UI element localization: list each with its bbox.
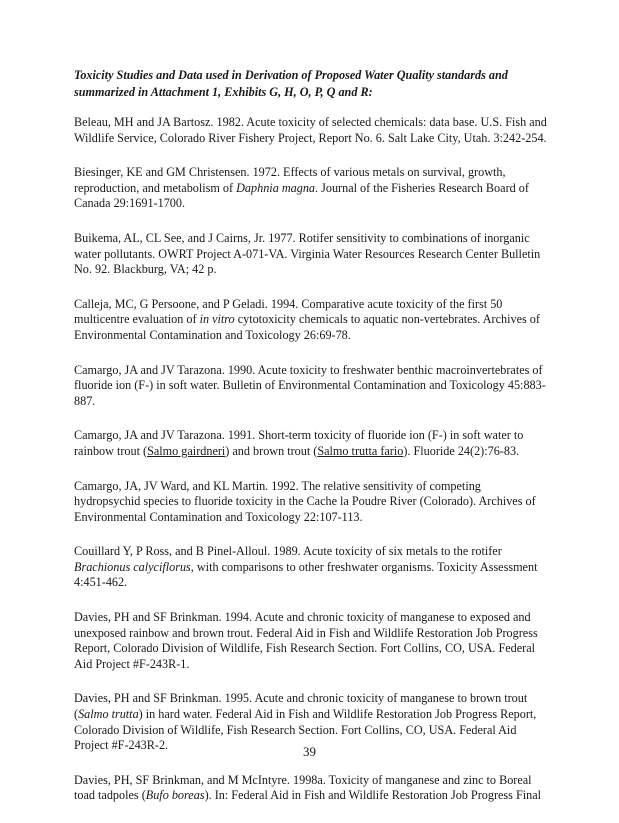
reference-text: cytotoxicity chemicals to aquatic non-vertebrates. Archives of Environmental Contamination and Toxicology 26:69-78. (74, 312, 540, 342)
reference-entry (74, 165, 550, 212)
reference-text: ). In: Federal Aid in Fish and Wildlife Restoration Job Progress Final (204, 788, 542, 803)
reference-list (74, 115, 550, 823)
reference-text: Camargo, JA and JV Tarazona. 1990. Acute toxicity to freshwater benthic macroinvertebrates of fluoride ion (F-) in soft water. Bulletin of Environmental Contamination and Toxicology 45:883-887. (74, 362, 546, 408)
species-name: Bufo boreas (145, 788, 205, 803)
reference-entry (74, 115, 550, 146)
species-name: Brachionus calyciflorus (74, 559, 191, 574)
reference-text: Beleau, MH and JA Bartosz. 1982. Acute toxicity of selected chemicals: data base. U.S. Fish and Wildlife Service, Colorado River Fishery Project, Report No. 6. Salt Lake City, Utah. 3:242-254. (74, 115, 547, 145)
reference-entry (74, 610, 550, 672)
reference-text: ) in hard water. Federal Aid in Fish and Wildlife Restoration Job Progress Report, Colorado Division of Wildlife, Fish Research Section. Fort Collins, CO, USA. Federal Aid Project #F-243R-2. (74, 707, 537, 753)
reference-text: Davies, PH and SF Brinkman. 1995. Acute and chronic toxicity of manganese to brown trout ( (74, 691, 528, 722)
section-heading: Toxicity Studies and Data used in Derivation of Proposed Water Quality standards and summarized in Attachment 1, Exhibits G, H, O, P, Q and R: (74, 68, 508, 99)
reference-entry (74, 773, 550, 804)
species-name: in vitro (199, 312, 235, 327)
reference-text: Couillard Y, P Ross, and B Pinel-Alloul. 1989. Acute toxicity of six metals to the rotifer (74, 544, 502, 559)
reference-text: Buikema, AL, CL See, and J Cairns, Jr. 1977. Rotifer sensitivity to combinations of inorganic water pollutants. OWRT Project A-071-VA. Virginia Water Resources Research Center Bulletin No. 92. Blackburg, VA; 42 p. (74, 230, 541, 277)
species-name: Salmo gairdneri (147, 443, 226, 458)
reference-entry (74, 297, 550, 344)
species-name: Salmo trutta (78, 707, 139, 722)
reference-entry (74, 544, 550, 591)
reference-entry (74, 231, 550, 278)
species-name: Salmo trutta fario (317, 443, 404, 458)
reference-text: Davies, PH, SF Brinkman, and M McIntyre. 1998a. Toxicity of manganese and zinc to Boreal toad tadpoles ( (74, 772, 532, 803)
reference-entry (74, 479, 550, 526)
reference-entry (74, 363, 550, 410)
reference-text: Biesinger, KE and GM Christensen. 1972. Effects of various metals on survival, growth, reproduction, and metabolism of (74, 165, 506, 195)
reference-text: ). Fluoride 24(2):76-83. (403, 443, 520, 458)
reference-entry (74, 428, 550, 459)
reference-text: Camargo, JA and JV Tarazona. 1991. Short-term toxicity of fluoride ion (F-) in soft water to rainbow trout ( (74, 428, 524, 458)
reference-text: Davies, PH and SF Brinkman. 1994. Acute and chronic toxicity of manganese to exposed and unexposed rainbow and brown trout. Federal Aid in Fish and Wildlife Restoration Job Progress Report, Colorado Division of Wildlife, Fish Research Section. Fort Collins, CO, USA. Federal Aid Project #F-243R-1. (74, 610, 538, 671)
reference-text: , with comparisons to other freshwater organisms. Toxicity Assessment 4:451-462. (74, 559, 538, 590)
reference-text: ) and brown trout ( (225, 443, 318, 458)
species-name: Daphnia magna (236, 180, 316, 195)
reference-text: Calleja, MC, G Persoone, and P Geladi. 1994. Comparative acute toxicity of the first 50 multicentre evaluation of (74, 296, 503, 327)
reference-text: . Journal of the Fisheries Research Board of Canada 29:1691-1700. (74, 180, 529, 211)
reference-text: Camargo, JA, JV Ward, and KL Martin. 1992. The relative sensitivity of competing hydropsychid species to fluoride toxicity in the Cache la Poudre River (Colorado). Archives of Environmental Contamination and Toxicology 22:107-113. (74, 478, 536, 524)
page-number: 39 (303, 744, 316, 759)
